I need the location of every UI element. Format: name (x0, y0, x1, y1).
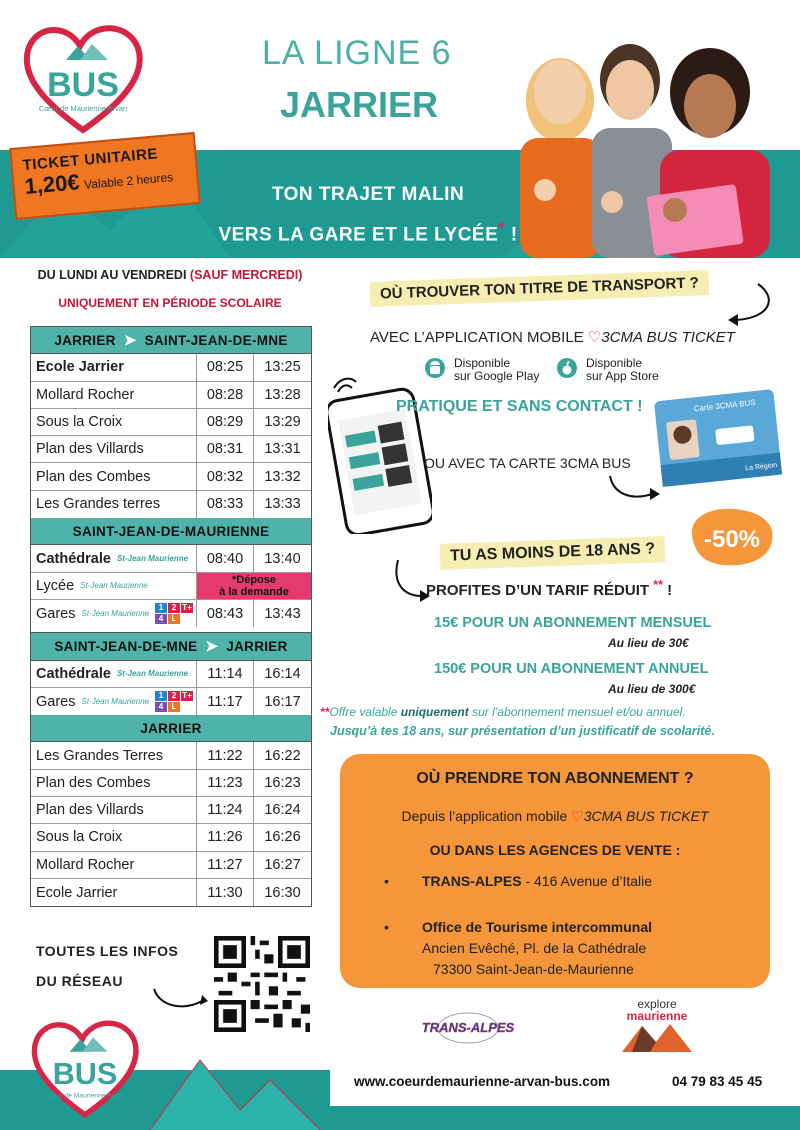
table-row (31, 797, 311, 824)
table-row (31, 409, 311, 436)
line-badge-2: 2 (168, 691, 180, 701)
departure-time: 08:43 (197, 600, 254, 627)
departure-time: 16:30 (264, 884, 301, 901)
stop-label: Plan des Combes (36, 468, 151, 485)
stop-label: Ecole Jarrier (36, 884, 118, 901)
bullet-icon: • (384, 873, 389, 889)
agency2-address1: Ancien Evêché, Pl. de la Cathédrale (422, 940, 647, 956)
departure-time: 08:40 (197, 545, 254, 571)
explore-text: explore (637, 997, 677, 1011)
departure-time: 11:22 (197, 742, 254, 768)
maurienne-text: maurienne (626, 1009, 688, 1023)
subscription-app (340, 808, 770, 825)
departure-time: 13:32 (264, 468, 301, 485)
trans-text: TRANS-ALPES (421, 1020, 515, 1035)
departure-time: 08:31 (197, 436, 254, 462)
line-badge-1: 1 (155, 691, 167, 701)
annual-was: Au lieu de 300€ (608, 682, 696, 696)
app-logo-icon: ♡ (587, 329, 602, 346)
bus-logo-footer (26, 1014, 144, 1122)
app-name: 3CMA BUS TICKET (601, 329, 735, 346)
explore-maurienne-logo (612, 996, 702, 1056)
stop-label: Ecole Jarrier (36, 359, 124, 376)
departure-time: 13:31 (264, 441, 301, 458)
line-badge-1: 1 (155, 603, 167, 613)
stop-label: Plan des Villards (36, 441, 144, 458)
st-jean-tag: St-Jean Maurienne (81, 697, 150, 706)
stop-label: Mollard Rocher (36, 856, 135, 873)
sub-app-prefix: Depuis l’application mobile (401, 808, 568, 824)
stop-name (31, 382, 197, 408)
stop-name (31, 354, 197, 380)
st-jean-tag: St-Jean Maurienne (80, 581, 148, 591)
agencies-title: OU DANS LES AGENCES DE VENTE : (429, 842, 681, 858)
stop-label: Plan des Villards (36, 802, 144, 819)
page-title-line2: JARRIER (280, 84, 439, 125)
sub-app-name: 3CMA BUS TICKET (583, 808, 709, 824)
table-row (31, 879, 311, 906)
table-row (31, 491, 311, 518)
app-line (370, 328, 735, 346)
ticket-validity: Valable 2 heures (83, 170, 174, 192)
stop-name (31, 491, 197, 518)
tarif-text: PROFITES D’UN TARIF RÉDUIT (426, 582, 650, 599)
curved-arrow-icon (720, 280, 780, 330)
line-badge-4: 4 (155, 614, 167, 624)
stop-name (31, 797, 197, 823)
table-row (31, 354, 311, 381)
timetable-header-return (31, 633, 311, 660)
students-photo (500, 20, 800, 258)
line-badges (155, 691, 193, 712)
st-jean-tag: St-Jean Maurienne (116, 554, 189, 564)
slogan-line2: VERS LA GARE ET LE LYCÉE (218, 224, 499, 246)
stop-name (31, 661, 197, 687)
table-row (31, 600, 311, 627)
contactless-text: PRATIQUE ET SANS CONTACT ! (396, 398, 643, 415)
departure-time: 13:40 (264, 550, 301, 567)
stop-name (31, 688, 197, 715)
period-info: UNIQUEMENT EN PÉRIODE SCOLAIRE (58, 296, 282, 310)
line-badge-l: L (168, 702, 180, 712)
return-sj-rows (31, 661, 311, 716)
card-text: OU AVEC TA CARTE 3CMA BUS (424, 455, 631, 471)
stop-name (31, 573, 197, 599)
stop-label: Gares (36, 605, 76, 622)
line-badge-4: 4 (155, 702, 167, 712)
offer-note (320, 705, 686, 719)
timetable-header-outbound (31, 327, 311, 354)
header-to: JARRIER (226, 638, 288, 654)
age-condition: Jusqu’à tes 18 ans, sur présentation d’un justificatif de scolarité. (330, 724, 715, 738)
table-row (31, 661, 311, 688)
slogan-line1: TON TRAJET MALIN (271, 184, 465, 205)
return-rows (31, 742, 311, 906)
bus-logo (18, 18, 148, 138)
departure-time: 16:14 (264, 665, 301, 682)
tarif-end: ! (667, 582, 673, 599)
monthly-price: 15€ POUR UN ABONNEMENT MENSUEL (434, 615, 712, 631)
stop-label: Gares (36, 693, 76, 710)
logo-text: BUS (52, 1057, 118, 1092)
subscription-title: OÙ PRENDRE TON ABONNEMENT ? (416, 770, 694, 787)
offer-c: sur l’abonnement mensuel et/ou annuel. (472, 705, 686, 719)
agency2-name: Office de Tourisme intercommunal (422, 919, 653, 935)
stop-label: Sous la Croix (36, 829, 123, 846)
departure-time: 16:26 (264, 829, 301, 846)
curved-arrow-icon (150, 985, 210, 1015)
qr-code[interactable] (214, 936, 310, 1032)
stop-name (31, 770, 197, 796)
stop-name (31, 463, 197, 489)
table-row (31, 688, 311, 715)
timetable-header-jarrier: JARRIER (31, 715, 311, 742)
monthly-was: Au lieu de 30€ (608, 636, 689, 650)
departure-time: 13:29 (264, 414, 301, 431)
trans-alpes-logo (390, 1010, 545, 1044)
stop-name (31, 436, 197, 462)
card-title: Carte 3CMA BUS (693, 397, 757, 414)
agency-item (384, 917, 653, 980)
stop-name (31, 600, 197, 627)
stop-name (31, 879, 197, 906)
table-row (31, 545, 311, 572)
days-note: (SAUF MERCREDI) (189, 268, 303, 282)
stop-label: Cathédrale (36, 665, 111, 682)
logo-subtitle: Cœur de Maurienne Arvan (45, 1092, 125, 1100)
timetable (30, 326, 312, 907)
departure-time: 11:17 (197, 688, 254, 715)
offer-a: Offre valable (329, 705, 398, 719)
slogan (218, 178, 518, 252)
agency2-address2: 73300 Saint-Jean-de-Maurienne (433, 961, 634, 977)
logo-subtitle: Cœur de Maurienne Arvan (38, 104, 128, 113)
departure-time: 16:24 (264, 802, 301, 819)
departure-time: 16:17 (264, 693, 301, 710)
google-line1: Disponible (454, 356, 511, 370)
reduced-fare (426, 578, 672, 599)
bus-card-illustration (654, 389, 782, 487)
discount-title: TU AS MOINS DE 18 ANS ? (440, 536, 666, 570)
line-badge-l: L (168, 614, 180, 624)
google-play-badge[interactable] (424, 357, 539, 383)
slogan-end: ! (510, 224, 518, 246)
line-badge-tplus: T+ (182, 603, 192, 613)
departure-time: 11:14 (197, 661, 254, 687)
tarif-star: ** (653, 578, 663, 592)
stop-label: Mollard Rocher (36, 386, 135, 403)
offer-star: ** (320, 705, 330, 719)
infos-line2: DU RÉSEAU (36, 973, 123, 989)
departure-time: 08:33 (197, 491, 254, 518)
agency-item (384, 873, 653, 889)
table-row (31, 770, 311, 797)
apple-line1: Disponible (586, 356, 643, 370)
stop-name (31, 742, 197, 768)
table-row (31, 382, 311, 409)
sj-rows (31, 545, 311, 627)
header-from: JARRIER (54, 332, 116, 348)
stop-label: Les Grandes Terres (36, 747, 164, 764)
header-to: SAINT-JEAN-DE-MNE (144, 332, 288, 348)
departure-time: 11:24 (197, 797, 254, 823)
departure-time: 11:30 (197, 879, 254, 906)
app-store-badge[interactable] (556, 357, 659, 383)
departure-time: 11:27 (197, 852, 254, 878)
apple-icon (556, 357, 578, 379)
demand-line2: à la demande (219, 585, 289, 598)
annual-price: 150€ POUR UN ABONNEMENT ANNUEL (434, 661, 709, 677)
table-row (31, 573, 311, 600)
app-logo-icon: ♡ (571, 808, 584, 824)
departure-time: 13:28 (264, 386, 301, 403)
table-row (31, 463, 311, 490)
st-jean-tag: St-Jean Maurienne (116, 669, 189, 679)
days-prefix: DU LUNDI AU VENDREDI (37, 268, 187, 282)
days-info (20, 268, 320, 282)
agency1-address: - 416 Avenue d’Italie (525, 873, 653, 889)
stop-label: Lycée (36, 577, 75, 594)
departure-time: 13:25 (264, 359, 301, 376)
website-link[interactable]: www.coeurdemaurienne-arvan-bus.com (354, 1074, 611, 1089)
arrow-right-icon: ➤ (123, 332, 137, 350)
stop-name (31, 545, 197, 571)
google-line2: sur Google Play (454, 369, 540, 383)
table-row (31, 824, 311, 851)
table-row (31, 436, 311, 463)
departure-time: 08:29 (197, 409, 254, 435)
line-badges (155, 603, 193, 624)
table-row (31, 852, 311, 879)
departure-time: 13:43 (264, 605, 301, 622)
line-badge-2: 2 (168, 603, 180, 613)
departure-time: 08:25 (197, 354, 254, 380)
line-badge-tplus: T+ (182, 691, 192, 700)
departure-time: 16:23 (264, 774, 301, 791)
stop-name (31, 824, 197, 850)
departure-time: 08:32 (197, 463, 254, 489)
demand-line1: *Dépose (231, 573, 277, 586)
stop-label: Cathédrale (36, 550, 111, 567)
bullet-icon: • (384, 919, 389, 935)
card-region: La Région (745, 461, 778, 473)
outbound-rows (31, 354, 311, 518)
arrow-right-icon: ➤ (205, 638, 219, 656)
departure-time: 08:28 (197, 382, 254, 408)
slogan-star: * (498, 220, 505, 237)
ticket-label: TICKET UNITAIRE (22, 145, 159, 175)
on-demand-note (197, 573, 311, 599)
curved-arrow-icon (604, 470, 664, 510)
agency1-name: TRANS-ALPES (422, 873, 522, 889)
stop-name (31, 409, 197, 435)
header-from: SAINT-JEAN-DE-MNE (54, 638, 198, 654)
st-jean-tag: St-Jean Maurienne (81, 609, 150, 619)
departure-time: 11:23 (197, 770, 254, 796)
offer-b: uniquement (400, 705, 469, 719)
departure-time: 11:26 (197, 824, 254, 850)
page-title-line1: LA LIGNE 6 (262, 34, 452, 72)
badge-text: -50% (703, 526, 761, 553)
table-row (31, 742, 311, 769)
departure-time: 16:27 (264, 856, 301, 873)
transport-title: OÙ TROUVER TON TITRE DE TRANSPORT ? (370, 270, 710, 307)
logo-text: BUS (47, 66, 119, 104)
stop-label: Sous la Croix (36, 414, 123, 431)
departure-time: 13:33 (264, 496, 301, 513)
discount-badge (684, 505, 778, 569)
stop-name (31, 852, 197, 878)
infos-line1: TOUTES LES INFOS (36, 943, 179, 959)
app-prefix: AVEC L’APPLICATION MOBILE (370, 329, 584, 346)
stop-label: Les Grandes terres (36, 496, 161, 513)
apple-line2: sur App Store (586, 369, 659, 383)
stop-label: Plan des Combes (36, 774, 151, 791)
ticket-price: 1,20€ (23, 169, 81, 199)
departure-time: 16:22 (264, 747, 301, 764)
timetable-header-sj: SAINT-JEAN-DE-MAURIENNE (31, 518, 311, 545)
phone-number[interactable]: 04 79 83 45 45 (672, 1074, 763, 1089)
